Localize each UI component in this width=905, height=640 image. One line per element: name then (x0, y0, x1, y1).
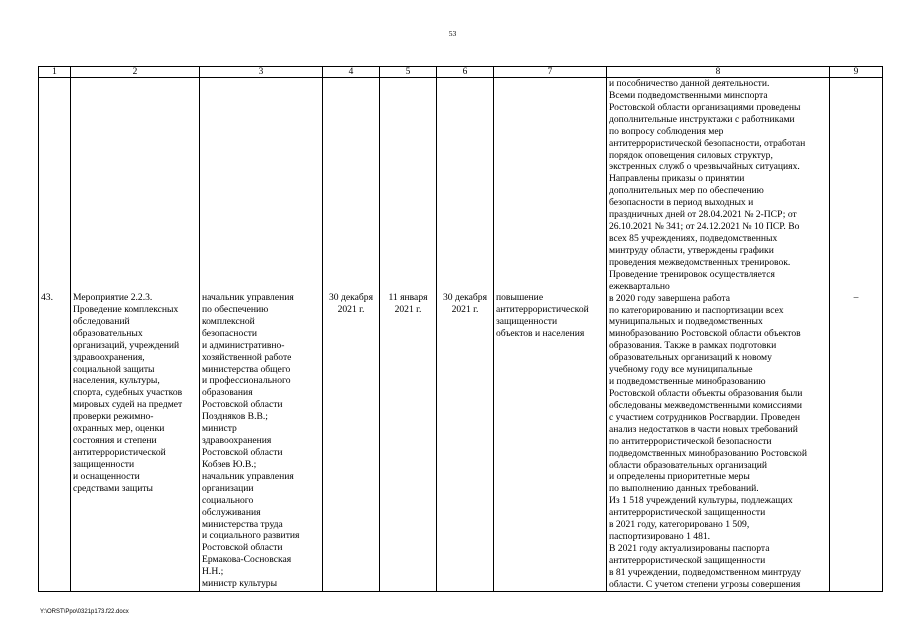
result-cell: повышение антитеррористической защищенности объектов и населения (494, 78, 607, 592)
header-col-7: 7 (494, 67, 607, 78)
header-col-5: 5 (380, 67, 437, 78)
info-cell: и пособничество данной деятельности. Всеми подведомственными минспорта Ростовской области организациями проведены дополнительные инструктажи с работниками по вопросу соблюдения мер антитеррористической безопасности, отработан порядок оповещения силовых структур, экстренных служб о чрезвычайных ситуациях. Направлены приказы о принятии дополнительных мер по обеспечению безопасности в период выходных и праздничных дней от 28.04.2021 № 2-ПСР; от 26.10.2021 № 341; от 24.12.2021 № 10 ПСР. Во всех 85 учреждениях, подведомственных минтруду области, утверждены графики проведения межведомственных тренировок. Проведение тренировок осуществляется ежеквартально в 2020 году завершена работа по категорированию и паспортизации всех муниципальных и подведомственных минобразованию Ростовской области объектов образования. Также в рамках подготовки образовательных организаций к новому учебному году все муниципальные и подведомственные минобразованию Ростовской области объекты образования были обследованы межведомственными комиссиями с участием сотрудников Росгвардии. Проведен анализ недостатков в части новых требований по антитеррористической безопасности подведомственных минобразованию Ростовской области образовательных организаций и определены приоритетные меры по выполнению данных требований. Из 1 518 учреждений культуры, подлежащих антитеррористической защищенности в 2021 году, категорировано 1 509, паспортизировано 1 481. В 2021 году актуализированы паспорта антитеррористической защищенности в 81 учреждении, подведомственном минтруду области. С учетом степени угрозы совершения (607, 78, 830, 592)
header-col-2: 2 (71, 67, 200, 78)
actual-date-cell: 30 декабря 2021 г. (437, 78, 494, 592)
responsible-cell: начальник управления по обеспечению комплексной безопасности и административно- хозяйственной работе министерства общего и профессионального образования Ростовской области Поздняков В.В.; министр здравоохранения Ростовской области Кобзев Ю.В.; начальник управления организации социального обслуживания министерства труда и социального развития Ростовской области Ермакова-Сосновская Н.Н.; министр культуры (200, 78, 323, 592)
header-col-8: 8 (607, 67, 830, 78)
header-row (39, 67, 883, 78)
table-row (39, 78, 883, 592)
note-cell: – (830, 78, 883, 592)
start-date-cell: 30 декабря 2021 г. (323, 78, 380, 592)
row-number: 43. (39, 78, 71, 592)
header-col-9: 9 (830, 67, 883, 78)
header-col-1: 1 (39, 67, 71, 78)
table-header (39, 67, 883, 78)
header-col-6: 6 (437, 67, 494, 78)
report-table (38, 66, 883, 592)
header-col-3: 3 (200, 67, 323, 78)
header-col-4: 4 (323, 67, 380, 78)
page-number: 53 (448, 29, 457, 38)
end-date-cell: 11 января 2021 г. (380, 78, 437, 592)
file-path: Y:\ORST\Ppo\0321p173.f22.docx (40, 609, 129, 615)
measure-cell: Мероприятие 2.2.3. Проведение комплексных обследований образовательных организаций, учреждений здравоохранения, социальной защиты населения, культуры, спорта, судебных участков мировых судей на предмет проверки режимно- охранных мер, оценки состояния и степени антитеррористической защищенности и оснащенности средствами защиты (71, 78, 200, 592)
